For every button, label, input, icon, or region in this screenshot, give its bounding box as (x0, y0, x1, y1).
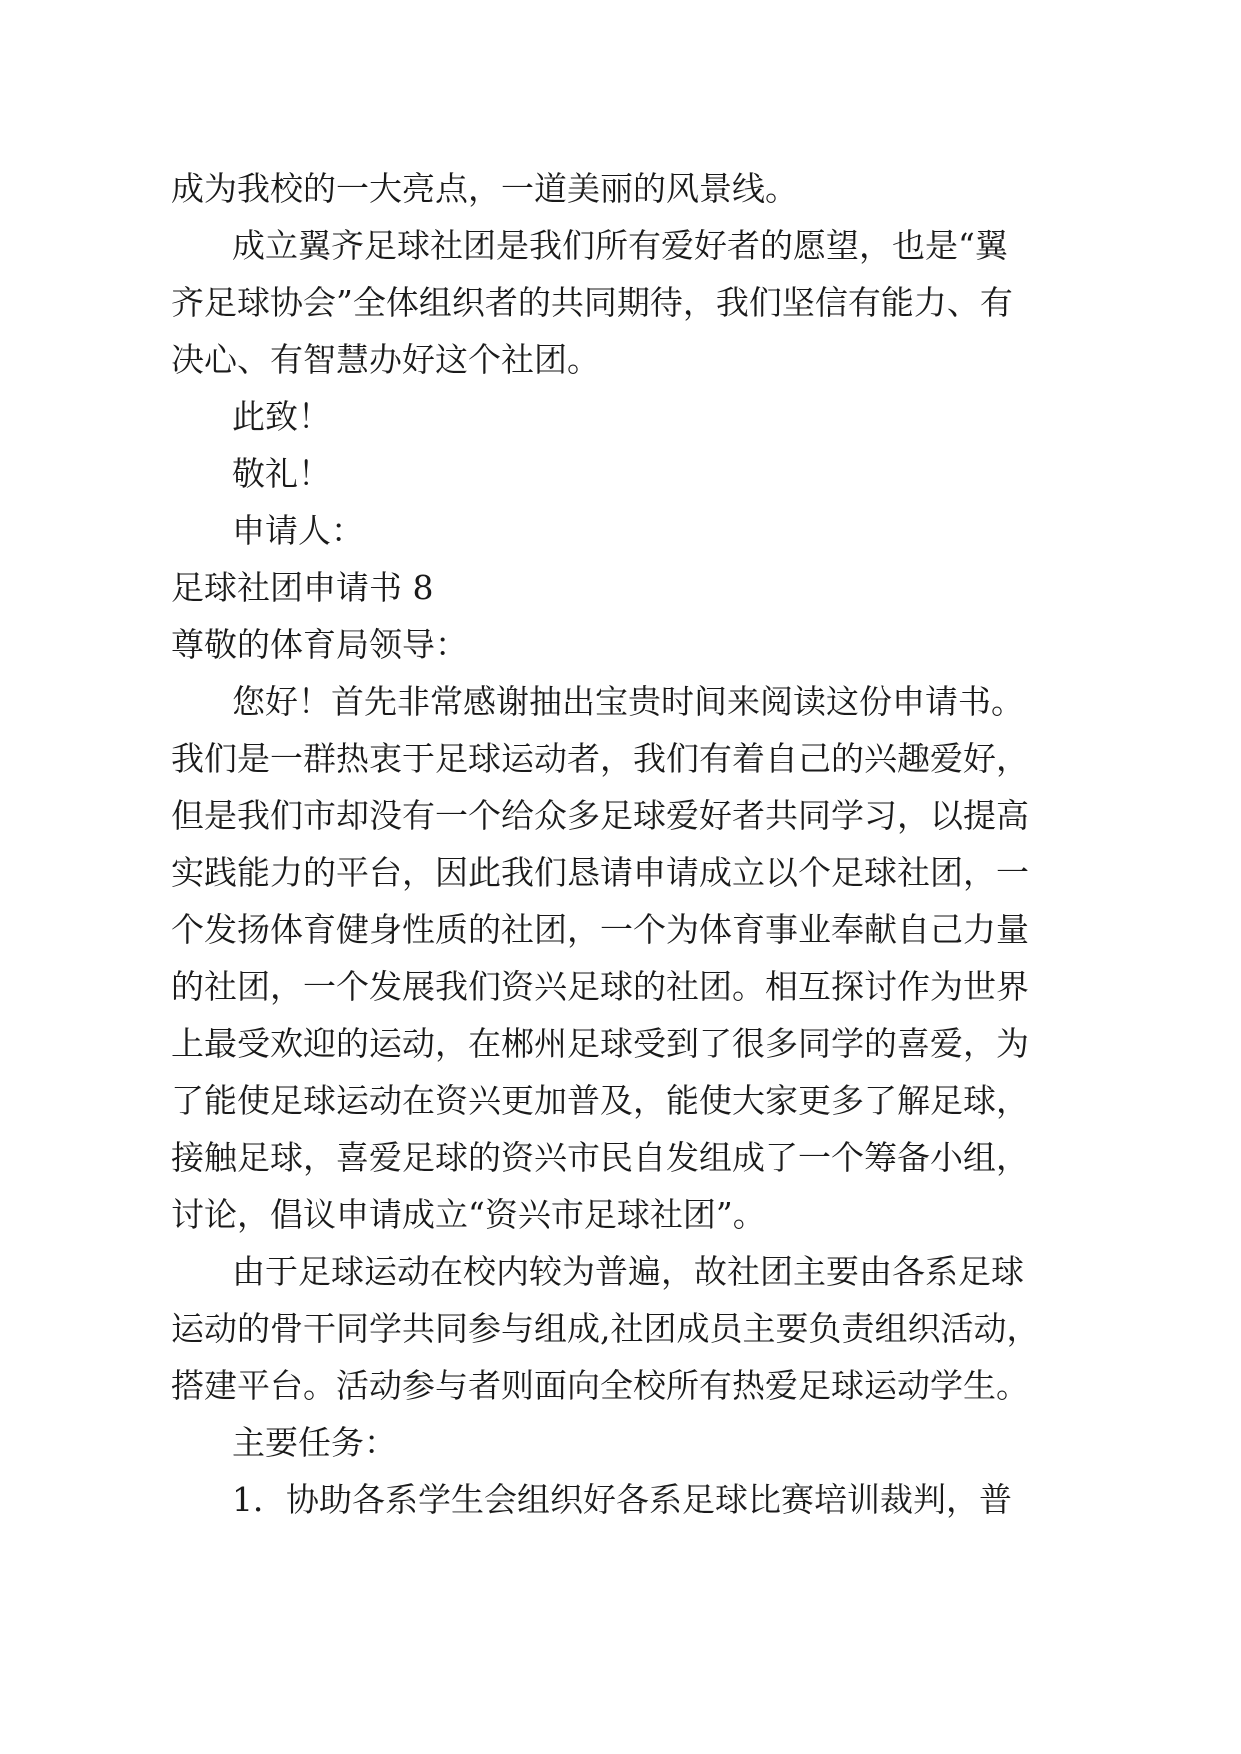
line-text: 尊敬的体育局领导： (171, 625, 468, 664)
text-line (0, 787, 1241, 845)
line-text: 讨论，倡议申请成立“资兴市足球社团”。 (171, 1195, 766, 1234)
text-line (0, 1243, 1241, 1301)
line-text: 主要任务： (232, 1423, 397, 1462)
text-line (0, 1300, 1241, 1358)
text-line (0, 388, 1241, 446)
text-line (0, 901, 1241, 959)
line-text: 足球社团申请书 8 (171, 568, 434, 607)
line-text: 上最受欢迎的运动，在郴州足球受到了很多同学的喜爱，为 (171, 1024, 1029, 1063)
text-line (0, 673, 1241, 731)
line-text: 敬礼！ (232, 454, 331, 493)
text-line (0, 445, 1241, 503)
line-text: 1．协助各系学生会组织好各系足球比赛培训裁判，普 (232, 1480, 1012, 1519)
line-text: 的社团，一个发展我们资兴足球的社团。相互探讨作为世界 (171, 967, 1029, 1006)
text-line (0, 160, 1241, 218)
text-line (0, 502, 1241, 560)
text-line (0, 1186, 1241, 1244)
salutation (0, 616, 1241, 674)
line-text: 申请人： (232, 511, 364, 550)
line-text: 接触足球，喜爱足球的资兴市民自发组成了一个筹备小组， (171, 1138, 1029, 1177)
text-line (0, 1072, 1241, 1130)
line-text: 我们是一群热衷于足球运动者，我们有着自己的兴趣爱好， (171, 739, 1029, 778)
text-line (0, 274, 1241, 332)
line-text: 成为我校的一大亮点，一道美丽的风景线。 (171, 169, 798, 208)
text-line (0, 844, 1241, 902)
text-line (0, 1414, 1241, 1472)
line-text: 齐足球协会”全体组织者的共同期待，我们坚信有能力、有 (171, 283, 1013, 322)
text-line (0, 217, 1241, 275)
line-text: 运动的骨干同学共同参与组成,社团成员主要负责组织活动， (171, 1309, 1040, 1348)
line-text: 此致！ (232, 397, 331, 436)
list-item (0, 1471, 1241, 1529)
text-line (0, 958, 1241, 1016)
text-line (0, 1015, 1241, 1073)
line-text: 由于足球运动在校内较为普遍，故社团主要由各系足球 (232, 1252, 1024, 1291)
text-line (0, 331, 1241, 389)
line-text: 了能使足球运动在资兴更加普及，能使大家更多了解足球， (171, 1081, 1029, 1120)
line-text: 搭建平台。活动参与者则面向全校所有热爱足球运动学生。 (171, 1366, 1029, 1405)
line-text: 实践能力的平台，因此我们恳请申请成立以个足球社团，一 (171, 853, 1029, 892)
line-text: 成立翼齐足球社团是我们所有爱好者的愿望，也是“翼 (232, 226, 1008, 265)
text-line (0, 1129, 1241, 1187)
section-title (0, 559, 1241, 617)
line-text: 个发扬体育健身性质的社团，一个为体育事业奉献自己力量 (171, 910, 1029, 949)
line-text: 决心、有智慧办好这个社团。 (171, 340, 600, 379)
text-line (0, 730, 1241, 788)
line-text: 但是我们市却没有一个给众多足球爱好者共同学习，以提高 (171, 796, 1029, 835)
text-line (0, 1357, 1241, 1415)
line-text: 您好！首先非常感谢抽出宝贵时间来阅读这份申请书。 (232, 682, 1024, 721)
